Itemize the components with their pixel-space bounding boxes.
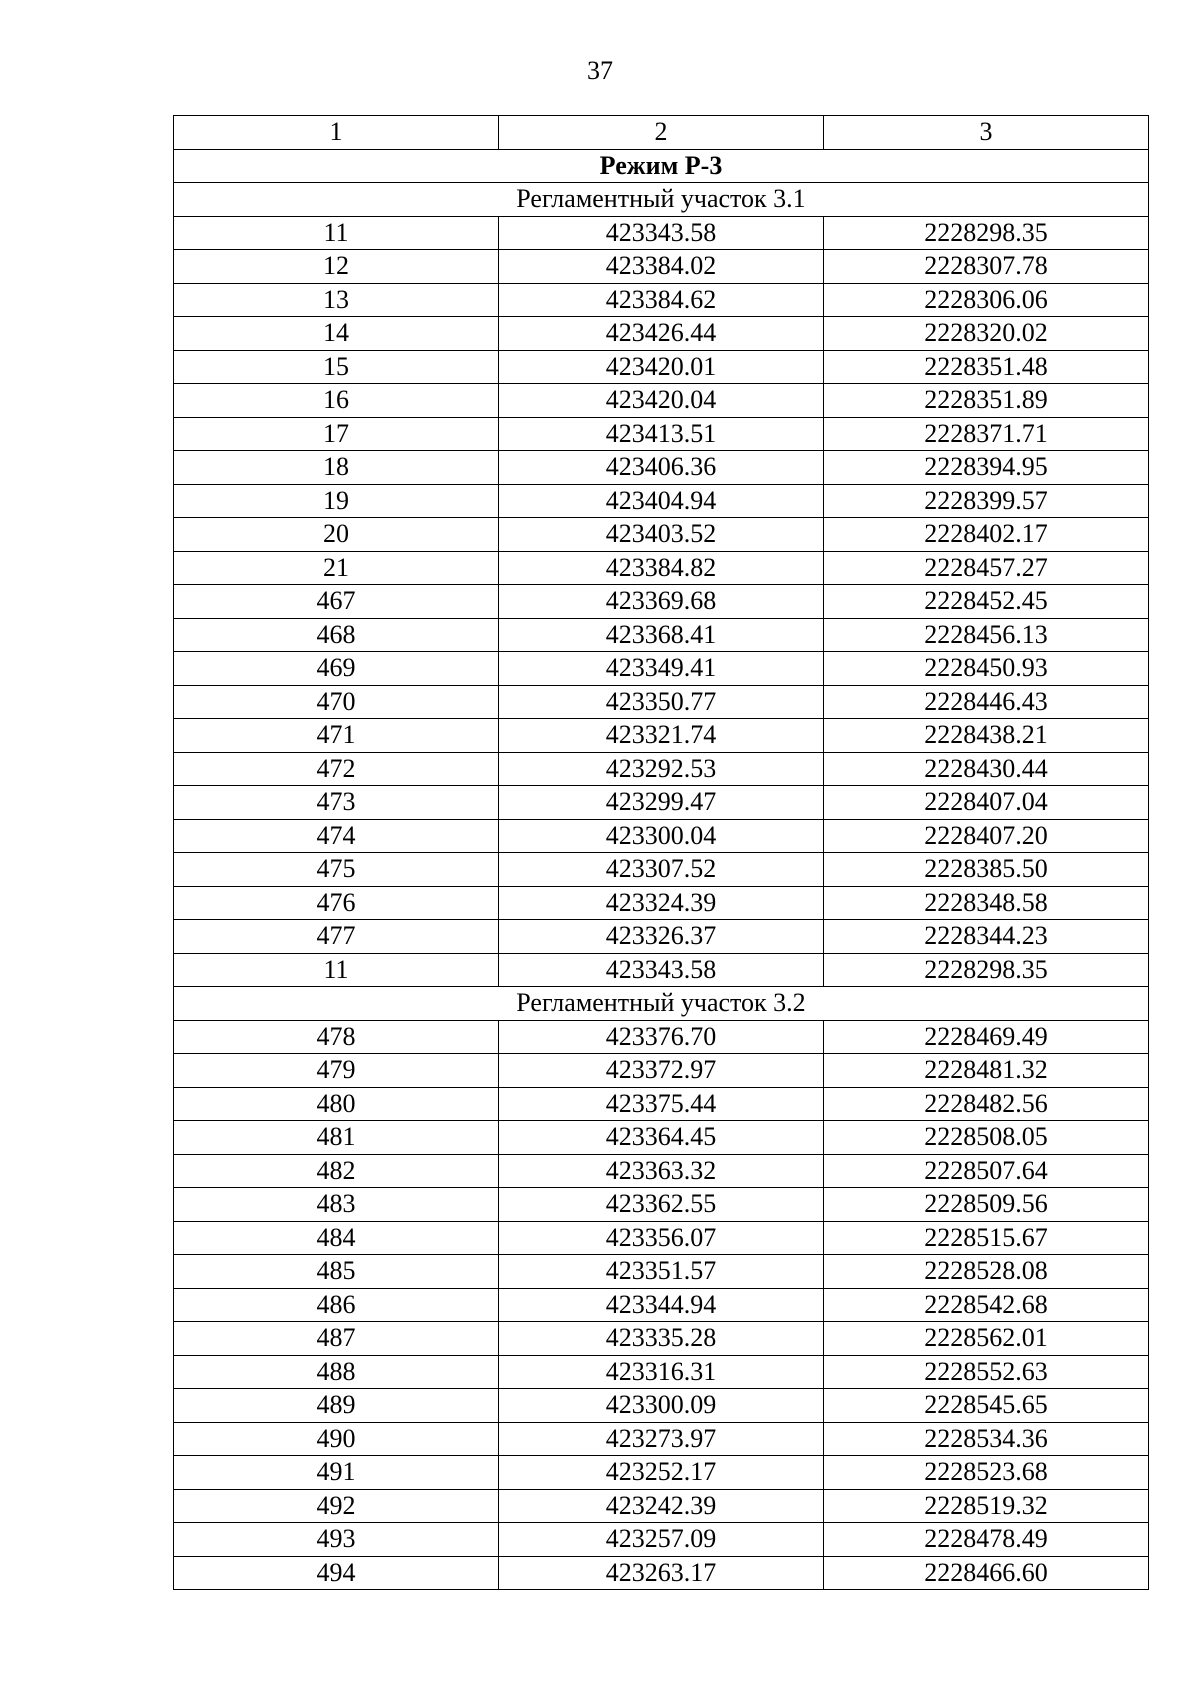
point-number-cell: 494 <box>174 1556 499 1590</box>
y-coordinate-cell: 2228481.32 <box>824 1054 1149 1088</box>
y-coordinate-cell: 2228552.63 <box>824 1355 1149 1389</box>
x-coordinate-cell: 423273.97 <box>499 1422 824 1456</box>
y-coordinate-cell: 2228466.60 <box>824 1556 1149 1590</box>
x-coordinate-cell: 423406.36 <box>499 451 824 485</box>
point-number-cell: 492 <box>174 1489 499 1523</box>
table-row <box>174 1154 1149 1188</box>
point-number-cell: 19 <box>174 484 499 518</box>
table-row <box>174 551 1149 585</box>
point-number-cell: 20 <box>174 518 499 552</box>
y-coordinate-cell: 2228562.01 <box>824 1322 1149 1356</box>
x-coordinate-cell: 423362.55 <box>499 1188 824 1222</box>
table-row <box>174 216 1149 250</box>
y-coordinate-cell: 2228519.32 <box>824 1489 1149 1523</box>
table-row <box>174 752 1149 786</box>
y-coordinate-cell: 2228545.65 <box>824 1389 1149 1423</box>
point-number-cell: 482 <box>174 1154 499 1188</box>
y-coordinate-cell: 2228394.95 <box>824 451 1149 485</box>
mode-title-row <box>174 149 1149 183</box>
coordinates-table <box>173 115 1149 1590</box>
table-row <box>174 1288 1149 1322</box>
point-number-cell: 471 <box>174 719 499 753</box>
point-number-cell: 13 <box>174 283 499 317</box>
point-number-cell: 470 <box>174 685 499 719</box>
table-row <box>174 250 1149 284</box>
point-number-cell: 469 <box>174 652 499 686</box>
table-row <box>174 685 1149 719</box>
section-title: Регламентный участок 3.2 <box>174 987 1149 1021</box>
table-row <box>174 451 1149 485</box>
table-row <box>174 1422 1149 1456</box>
point-number-cell: 15 <box>174 350 499 384</box>
table-row <box>174 786 1149 820</box>
x-coordinate-cell: 423364.45 <box>499 1121 824 1155</box>
table-row <box>174 1121 1149 1155</box>
table-row <box>174 1020 1149 1054</box>
table-row <box>174 719 1149 753</box>
coordinates-table-body <box>174 116 1149 1590</box>
y-coordinate-cell: 2228407.04 <box>824 786 1149 820</box>
point-number-cell: 486 <box>174 1288 499 1322</box>
point-number-cell: 12 <box>174 250 499 284</box>
x-coordinate-cell: 423257.09 <box>499 1523 824 1557</box>
y-coordinate-cell: 2228351.89 <box>824 384 1149 418</box>
point-number-cell: 489 <box>174 1389 499 1423</box>
table-row <box>174 484 1149 518</box>
point-number-cell: 484 <box>174 1221 499 1255</box>
y-coordinate-cell: 2228482.56 <box>824 1087 1149 1121</box>
y-coordinate-cell: 2228320.02 <box>824 317 1149 351</box>
table-row <box>174 518 1149 552</box>
y-coordinate-cell: 2228478.49 <box>824 1523 1149 1557</box>
x-coordinate-cell: 423324.39 <box>499 886 824 920</box>
y-coordinate-cell: 2228469.49 <box>824 1020 1149 1054</box>
point-number-cell: 474 <box>174 819 499 853</box>
x-coordinate-cell: 423307.52 <box>499 853 824 887</box>
y-coordinate-cell: 2228534.36 <box>824 1422 1149 1456</box>
point-number-cell: 14 <box>174 317 499 351</box>
point-number-cell: 472 <box>174 752 499 786</box>
x-coordinate-cell: 423292.53 <box>499 752 824 786</box>
y-coordinate-cell: 2228542.68 <box>824 1288 1149 1322</box>
table-row <box>174 384 1149 418</box>
y-coordinate-cell: 2228344.23 <box>824 920 1149 954</box>
table-row <box>174 1221 1149 1255</box>
x-coordinate-cell: 423326.37 <box>499 920 824 954</box>
table-row <box>174 819 1149 853</box>
table-row <box>174 1054 1149 1088</box>
table-row <box>174 1255 1149 1289</box>
x-coordinate-cell: 423420.01 <box>499 350 824 384</box>
x-coordinate-cell: 423321.74 <box>499 719 824 753</box>
x-coordinate-cell: 423420.04 <box>499 384 824 418</box>
x-coordinate-cell: 423335.28 <box>499 1322 824 1356</box>
point-number-cell: 487 <box>174 1322 499 1356</box>
point-number-cell: 11 <box>174 216 499 250</box>
x-coordinate-cell: 423376.70 <box>499 1020 824 1054</box>
point-number-cell: 467 <box>174 585 499 619</box>
section-title-row <box>174 987 1149 1021</box>
x-coordinate-cell: 423368.41 <box>499 618 824 652</box>
table-row <box>174 1087 1149 1121</box>
y-coordinate-cell: 2228298.35 <box>824 216 1149 250</box>
y-coordinate-cell: 2228438.21 <box>824 719 1149 753</box>
point-number-cell: 478 <box>174 1020 499 1054</box>
y-coordinate-cell: 2228385.50 <box>824 853 1149 887</box>
point-number-cell: 483 <box>174 1188 499 1222</box>
y-coordinate-cell: 2228371.71 <box>824 417 1149 451</box>
x-coordinate-cell: 423350.77 <box>499 685 824 719</box>
point-number-cell: 476 <box>174 886 499 920</box>
table-row <box>174 1355 1149 1389</box>
y-coordinate-cell: 2228407.20 <box>824 819 1149 853</box>
y-coordinate-cell: 2228452.45 <box>824 585 1149 619</box>
y-coordinate-cell: 2228430.44 <box>824 752 1149 786</box>
x-coordinate-cell: 423426.44 <box>499 317 824 351</box>
section-title: Регламентный участок 3.1 <box>174 183 1149 217</box>
header-cell-number: 1 <box>174 116 499 150</box>
page-number: 37 <box>587 56 613 85</box>
point-number-cell: 21 <box>174 551 499 585</box>
header-cell-y: 3 <box>824 116 1149 150</box>
y-coordinate-cell: 2228508.05 <box>824 1121 1149 1155</box>
x-coordinate-cell: 423372.97 <box>499 1054 824 1088</box>
point-number-cell: 480 <box>174 1087 499 1121</box>
x-coordinate-cell: 423300.04 <box>499 819 824 853</box>
x-coordinate-cell: 423403.52 <box>499 518 824 552</box>
x-coordinate-cell: 423384.62 <box>499 283 824 317</box>
x-coordinate-cell: 423343.58 <box>499 953 824 987</box>
y-coordinate-cell: 2228348.58 <box>824 886 1149 920</box>
table-row <box>174 1556 1149 1590</box>
point-number-cell: 479 <box>174 1054 499 1088</box>
header-cell-x: 2 <box>499 116 824 150</box>
y-coordinate-cell: 2228298.35 <box>824 953 1149 987</box>
point-number-cell: 488 <box>174 1355 499 1389</box>
table-row <box>174 920 1149 954</box>
x-coordinate-cell: 423349.41 <box>499 652 824 686</box>
point-number-cell: 18 <box>174 451 499 485</box>
table-row <box>174 1322 1149 1356</box>
mode-title: Режим Р-3 <box>174 149 1149 183</box>
x-coordinate-cell: 423299.47 <box>499 786 824 820</box>
point-number-cell: 473 <box>174 786 499 820</box>
x-coordinate-cell: 423413.51 <box>499 417 824 451</box>
y-coordinate-cell: 2228306.06 <box>824 283 1149 317</box>
point-number-cell: 477 <box>174 920 499 954</box>
x-coordinate-cell: 423356.07 <box>499 1221 824 1255</box>
x-coordinate-cell: 423316.31 <box>499 1355 824 1389</box>
table-row <box>174 283 1149 317</box>
x-coordinate-cell: 423384.02 <box>499 250 824 284</box>
table-row <box>174 953 1149 987</box>
point-number-cell: 16 <box>174 384 499 418</box>
x-coordinate-cell: 423404.94 <box>499 484 824 518</box>
y-coordinate-cell: 2228450.93 <box>824 652 1149 686</box>
y-coordinate-cell: 2228351.48 <box>824 350 1149 384</box>
point-number-cell: 468 <box>174 618 499 652</box>
point-number-cell: 11 <box>174 953 499 987</box>
x-coordinate-cell: 423363.32 <box>499 1154 824 1188</box>
point-number-cell: 493 <box>174 1523 499 1557</box>
table-row <box>174 1188 1149 1222</box>
x-coordinate-cell: 423384.82 <box>499 551 824 585</box>
x-coordinate-cell: 423369.68 <box>499 585 824 619</box>
table-row <box>174 417 1149 451</box>
x-coordinate-cell: 423351.57 <box>499 1255 824 1289</box>
x-coordinate-cell: 423300.09 <box>499 1389 824 1423</box>
table-row <box>174 652 1149 686</box>
table-row <box>174 1523 1149 1557</box>
y-coordinate-cell: 2228402.17 <box>824 518 1149 552</box>
x-coordinate-cell: 423242.39 <box>499 1489 824 1523</box>
x-coordinate-cell: 423375.44 <box>499 1087 824 1121</box>
header-row <box>174 116 1149 150</box>
y-coordinate-cell: 2228523.68 <box>824 1456 1149 1490</box>
y-coordinate-cell: 2228507.64 <box>824 1154 1149 1188</box>
point-number-cell: 17 <box>174 417 499 451</box>
y-coordinate-cell: 2228509.56 <box>824 1188 1149 1222</box>
point-number-cell: 491 <box>174 1456 499 1490</box>
section-title-row <box>174 183 1149 217</box>
table-row <box>174 350 1149 384</box>
table-row <box>174 317 1149 351</box>
table-row <box>174 853 1149 887</box>
y-coordinate-cell: 2228528.08 <box>824 1255 1149 1289</box>
table-row <box>174 1456 1149 1490</box>
x-coordinate-cell: 423252.17 <box>499 1456 824 1490</box>
y-coordinate-cell: 2228399.57 <box>824 484 1149 518</box>
table-row <box>174 585 1149 619</box>
x-coordinate-cell: 423344.94 <box>499 1288 824 1322</box>
point-number-cell: 485 <box>174 1255 499 1289</box>
y-coordinate-cell: 2228307.78 <box>824 250 1149 284</box>
y-coordinate-cell: 2228456.13 <box>824 618 1149 652</box>
table-row <box>174 618 1149 652</box>
y-coordinate-cell: 2228515.67 <box>824 1221 1149 1255</box>
x-coordinate-cell: 423343.58 <box>499 216 824 250</box>
table-row <box>174 886 1149 920</box>
y-coordinate-cell: 2228457.27 <box>824 551 1149 585</box>
x-coordinate-cell: 423263.17 <box>499 1556 824 1590</box>
point-number-cell: 475 <box>174 853 499 887</box>
point-number-cell: 481 <box>174 1121 499 1155</box>
table-row <box>174 1489 1149 1523</box>
table-row <box>174 1389 1149 1423</box>
point-number-cell: 490 <box>174 1422 499 1456</box>
y-coordinate-cell: 2228446.43 <box>824 685 1149 719</box>
